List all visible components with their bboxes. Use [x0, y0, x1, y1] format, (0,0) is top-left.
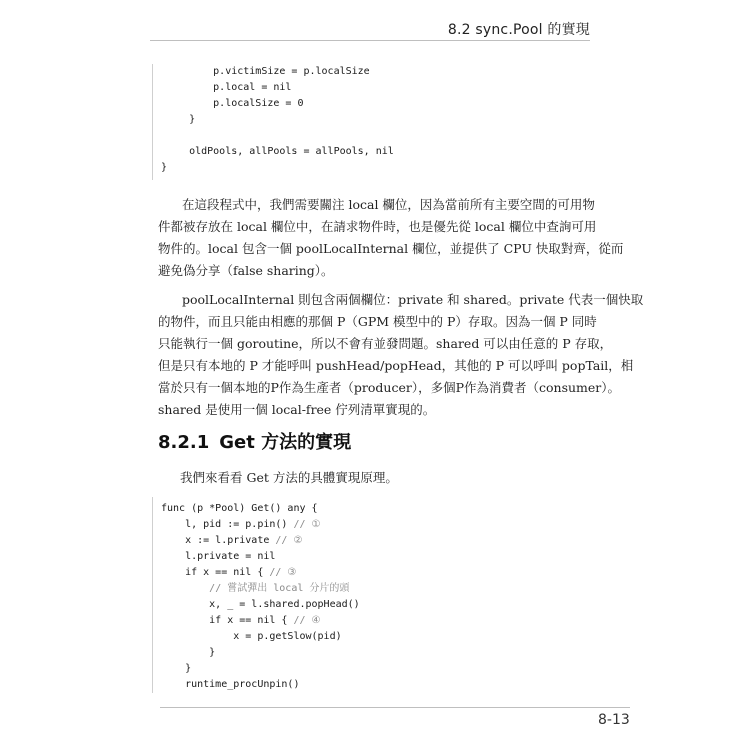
paragraph-line: poolLocalInternal 則包含兩個欄位：private 和 shared。private 代表一個快取: [182, 292, 644, 307]
code-line: if x == nil { // ③: [161, 567, 297, 578]
running-header: 8.2 sync.Pool 的實現: [447, 22, 590, 38]
code-line: oldPools, allPools = allPools, nil: [165, 146, 394, 157]
paragraph-line: 避免偽分享（false sharing）。: [158, 263, 334, 278]
paragraph-local-field: [158, 194, 624, 282]
code-line: l.private = nil: [161, 551, 276, 562]
code-line: p.localSize = 0: [165, 98, 304, 109]
paragraph-line: 當於只有一個本地的P作為生產者（producer），多個P作為消費者（consumer）。: [158, 380, 621, 395]
paragraph-line: 的物件，而且只能由相應的那個 P（GPM 模型中的 P）存取。因為一個 P 同時: [158, 314, 597, 329]
code-line: p.local = nil: [165, 82, 292, 93]
code-line: }: [165, 114, 196, 125]
paragraph-line: 件都被存放在 local 欄位中，在請求物件時，也是優先從 local 欄位中查詢可用: [158, 219, 597, 234]
paragraph-line: 物件的。local 包含一個 poolLocalInternal 欄位，並提供了 CPU 快取對齊，從而: [158, 241, 624, 256]
section-number: 8.2.1: [158, 432, 210, 453]
code-line: x = p.getSlow(pid): [161, 631, 342, 642]
intro-sentence: 我們來看看 Get 方法的具體實現原理。: [180, 470, 398, 485]
section-title: Get 方法的實現: [219, 432, 352, 453]
code-line: }: [161, 663, 192, 674]
paragraph-pool-local-internal: [158, 289, 644, 421]
code-line: }: [161, 162, 168, 173]
section-heading: [158, 428, 351, 454]
code-line: x, _ = l.shared.popHead(): [161, 599, 360, 610]
footer-rule: [160, 707, 630, 708]
code-block-1: [152, 64, 583, 180]
paragraph-line: shared 是使用一個 local-free 佇列清單實現的。: [158, 402, 436, 417]
code-line: p.victimSize = p.localSize: [165, 66, 370, 77]
code-block-get: [152, 497, 583, 693]
paragraph-line: 只能執行一個 goroutine，所以不會有並發問題。shared 可以由任意的 P 存取，: [158, 336, 613, 351]
code-line: }: [161, 647, 216, 658]
code-line: // 嘗試彈出 local 分片的頭: [209, 583, 350, 594]
code-line: x := l.private // ②: [161, 535, 303, 546]
header-rule: [150, 40, 590, 41]
code-line: func (p *Pool) Get() any {: [161, 503, 318, 514]
code-line: runtime_procUnpin(): [161, 679, 300, 690]
code-line: if x == nil { // ④: [161, 615, 321, 626]
page-number: 8-13: [598, 712, 630, 728]
paragraph-line: 但是只有本地的 P 才能呼叫 pushHead/popHead，其他的 P 可以呼叫 popTail，相: [158, 358, 634, 373]
code-line: l, pid := p.pin() // ①: [161, 519, 321, 530]
paragraph-line: 在這段程式中，我們需要關注 local 欄位，因為當前所有主要空間的可用物: [182, 197, 595, 212]
